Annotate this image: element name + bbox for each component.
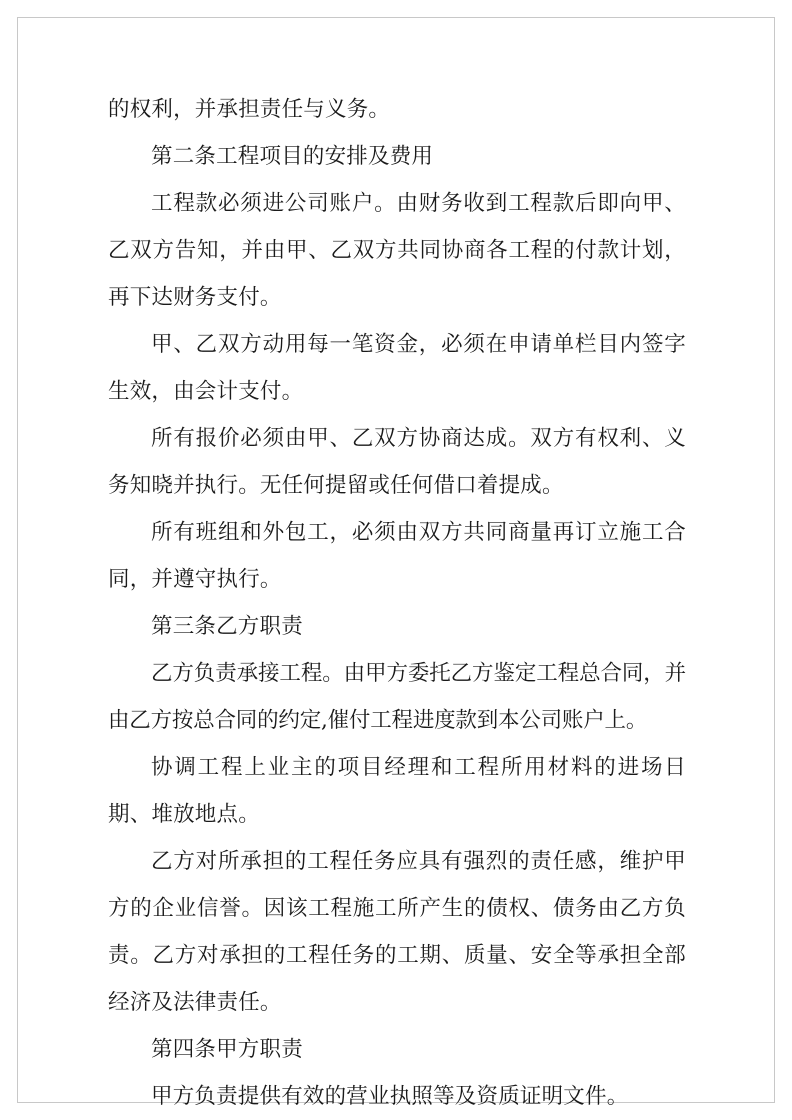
paragraph-rights-duties-continuation: 的权利，并承担责任与义务。	[108, 97, 391, 122]
paragraph-party-b-undertake: 乙方负责承接工程。由甲方委托乙方鉴定工程总合同，并由乙方按总合同的约定,催付工程进度款到本公司账户上。	[108, 661, 686, 733]
heading-article-2: 第二条工程项目的安排及费用	[151, 144, 434, 169]
heading-article-4: 第四条甲方职责	[151, 1037, 303, 1062]
paragraph-party-b-responsibility: 乙方对所承担的工程任务应具有强烈的责任感，维护甲方的企业信誉。因该工程施工所产生的债权、债务由乙方负责。乙方对承担的工程任务的工期、质量、安全等承担全部经济及法律责任。	[108, 849, 686, 1015]
paragraph-quotation-agreement: 所有报价必须由甲、乙双方协商达成。双方有权利、义务知晓并执行。无任何提留或任何借口着提成。	[108, 426, 686, 498]
document-body	[108, 86, 686, 1120]
paragraph-party-a-license: 甲方负责提供有效的营业执照等及资质证明文件。	[151, 1084, 629, 1109]
paragraph-payment-account: 工程款必须进公司账户。由财务收到工程款后即向甲、乙双方告知，并由甲、乙双方共同协商各工程的付款计划，再下达财务支付。	[108, 191, 686, 310]
paragraph-fund-signature: 甲、乙双方动用每一笔资金，必须在申请单栏目内签字生效，由会计支付。	[108, 332, 686, 404]
paragraph-teams-subcontract: 所有班组和外包工，必须由双方共同商量再订立施工合同，并遵守执行。	[108, 520, 686, 592]
heading-article-3: 第三条乙方职责	[151, 614, 303, 639]
paragraph-coordination-materials: 协调工程上业主的项目经理和工程所用材料的进场日期、堆放地点。	[108, 755, 686, 827]
